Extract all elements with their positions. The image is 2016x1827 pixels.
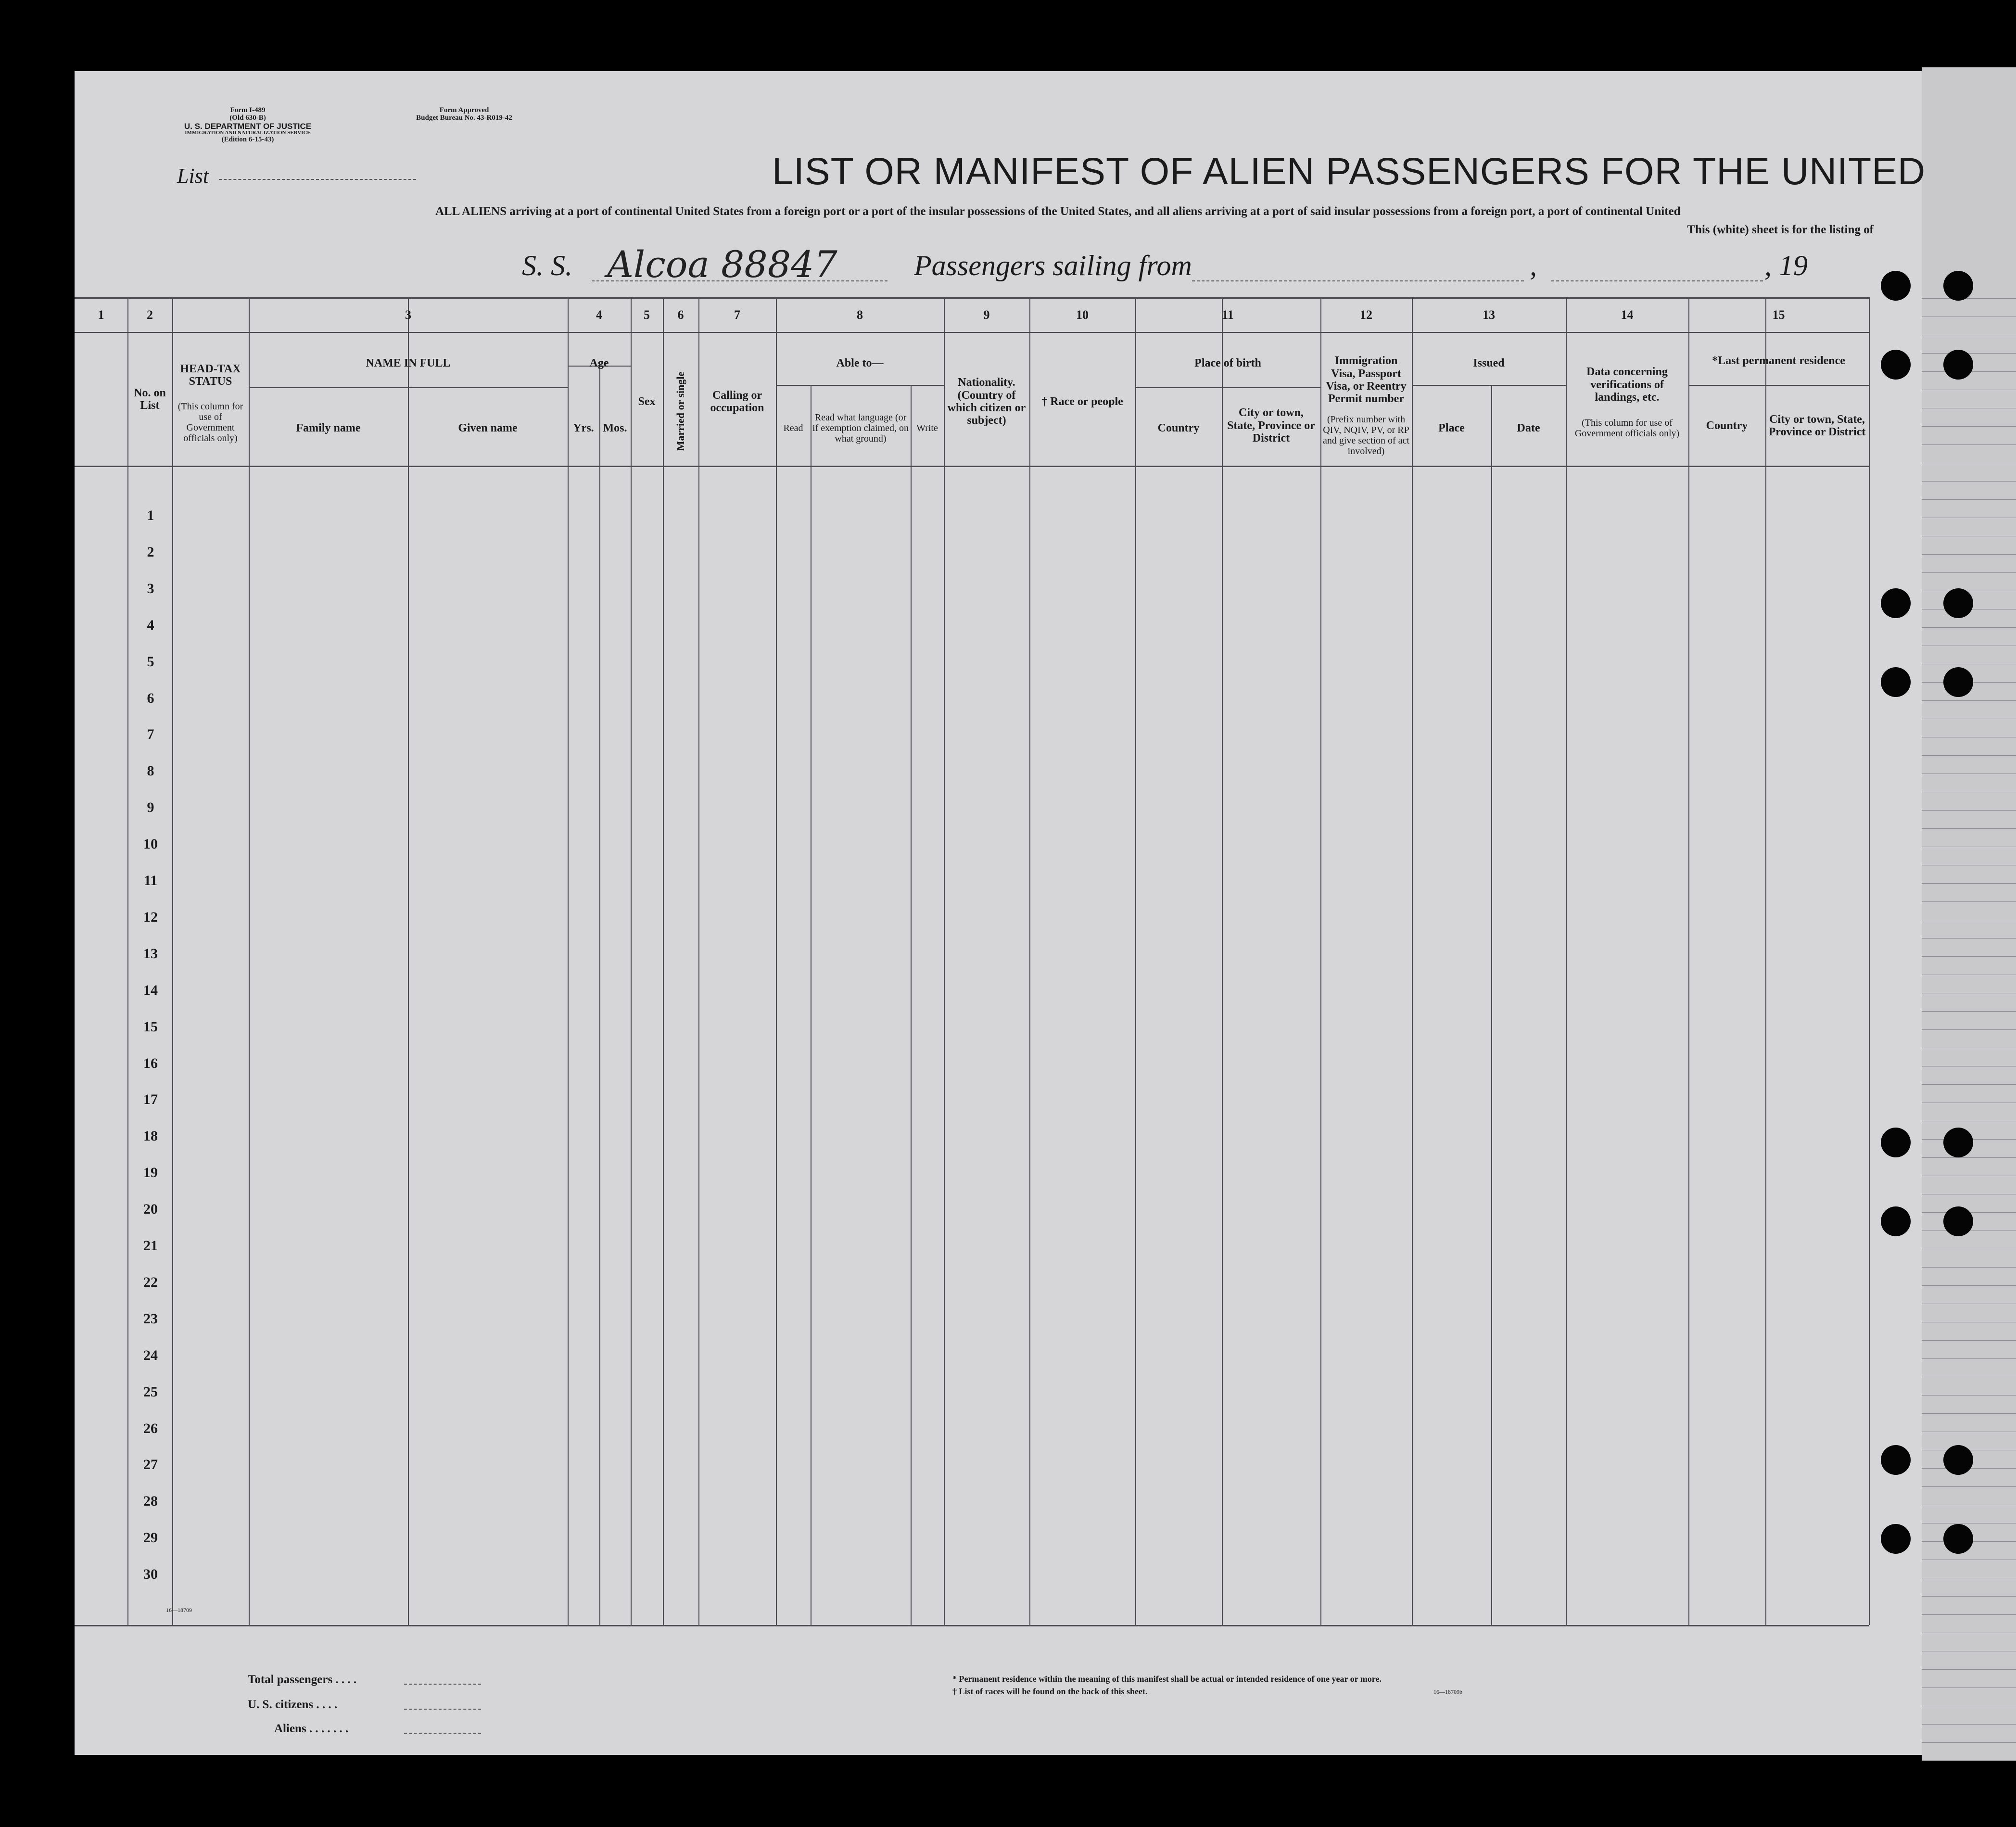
table-row[interactable]: [172, 754, 1869, 791]
table-row[interactable]: [172, 499, 1869, 535]
row-number: 7: [147, 726, 154, 742]
total-passengers-field[interactable]: [404, 1684, 481, 1685]
subtitle-continued: This (white) sheet is for the listing of: [1687, 223, 1874, 236]
table-top-rule: [75, 297, 1869, 299]
edge-rule-line: [1922, 901, 2016, 902]
subheader-rule: [1135, 387, 1320, 388]
header-read: Read: [783, 423, 803, 433]
header-given-name: Given name: [458, 421, 518, 434]
table-row[interactable]: [172, 1010, 1869, 1047]
table-row[interactable]: [172, 1266, 1869, 1302]
header-birth-city: City or town, State, Province or District: [1227, 406, 1315, 445]
row-number: 21: [143, 1238, 158, 1254]
edge-rule-line: [1922, 1724, 2016, 1725]
row-number: 26: [143, 1421, 158, 1436]
header-name-in-full: NAME IN FULL: [366, 356, 451, 369]
table-row[interactable]: [172, 901, 1869, 937]
table-row[interactable]: [172, 937, 1869, 974]
punch-hole: [1943, 588, 1973, 618]
list-label: List: [177, 164, 209, 188]
punch-hole: [1943, 1445, 1973, 1475]
year-label: , 19: [1764, 250, 1808, 281]
edge-rule-line: [1922, 481, 2016, 482]
page-title: LIST OR MANIFEST OF ALIEN PASSENGERS FOR THE UNITED: [772, 150, 1926, 192]
table-row[interactable]: [172, 609, 1869, 645]
edge-rule-line: [1922, 572, 2016, 573]
edge-rule-line: [1922, 755, 2016, 756]
column-number: 4: [596, 308, 602, 322]
table-row[interactable]: [172, 1339, 1869, 1375]
punch-hole: [1881, 350, 1911, 380]
column-number: 12: [1360, 308, 1372, 322]
punch-hole: [1881, 1206, 1911, 1236]
header-no-on-list: No. on List: [134, 386, 166, 412]
edge-rule-line: [1922, 1687, 2016, 1688]
table-row[interactable]: [172, 572, 1869, 609]
edge-rule-line: [1922, 938, 2016, 939]
races-footnote: † List of races will be found on the back of this sheet.: [952, 1687, 1148, 1696]
budget-bureau: Budget Bureau No. 43-R019-42: [416, 114, 512, 122]
row-number: 9: [147, 799, 154, 815]
column-number: 11: [1222, 308, 1234, 322]
row-number: 24: [143, 1347, 158, 1363]
edge-rule-line: [1922, 1413, 2016, 1414]
header-race: † Race or people: [1041, 395, 1123, 408]
edge-rule-line: [1922, 1614, 2016, 1615]
edge-rule-line: [1922, 627, 2016, 628]
row-number: 4: [147, 617, 154, 633]
header-family-name: Family name: [296, 421, 361, 434]
handwritten-ship-name[interactable]: Alcoa 88847: [607, 243, 837, 286]
punch-hole: [1881, 588, 1911, 618]
subheader-rule: [776, 385, 944, 386]
header-bottom-rule: [75, 466, 1869, 467]
header-read-language: Read what language (or if exemption claimed, on what ground): [812, 412, 909, 444]
header-birth-country: Country: [1157, 421, 1200, 434]
row-number: 8: [147, 763, 154, 779]
ss-label: S. S.: [522, 250, 572, 281]
header-age: Age: [589, 356, 609, 369]
edge-rule-line: [1922, 1486, 2016, 1487]
residence-footnote: * Permanent residence within the meaning of this manifest shall be actual or intended residence of one year or more.: [952, 1674, 1382, 1684]
table-row[interactable]: [172, 1193, 1869, 1229]
row-number: 18: [143, 1128, 158, 1144]
row-number: 19: [143, 1165, 158, 1180]
table-row[interactable]: [172, 827, 1869, 864]
edge-rule-line: [1922, 1596, 2016, 1597]
column-line: [1869, 297, 1870, 1625]
row-number: 3: [147, 581, 154, 596]
header-head-tax: HEAD-TAX STATUS: [180, 362, 241, 388]
us-citizens-field[interactable]: [404, 1709, 481, 1710]
edge-rule-line: [1922, 1742, 2016, 1743]
table-row[interactable]: [172, 1083, 1869, 1119]
edge-rule-line: [1922, 828, 2016, 829]
row-number: 2: [147, 544, 154, 560]
next-page-edge: [1922, 67, 2016, 1761]
edge-rule-line: [1922, 810, 2016, 811]
row-number: 10: [143, 836, 158, 852]
edge-rule-line: [1922, 1084, 2016, 1085]
row-number: 15: [143, 1019, 158, 1035]
table-row[interactable]: [172, 1521, 1869, 1558]
punch-hole: [1943, 1128, 1973, 1157]
passengers-sailing-label: Passengers sailing from: [914, 250, 1192, 281]
row-number: 22: [143, 1274, 158, 1290]
table-row[interactable]: [172, 864, 1869, 901]
header-place-of-birth: Place of birth: [1194, 356, 1261, 369]
header-data-note: (This column for use of Government officials only): [1574, 418, 1680, 439]
column-number: 2: [147, 308, 153, 322]
column-number: 8: [857, 308, 863, 322]
table-row[interactable]: [172, 974, 1869, 1010]
table-row[interactable]: [172, 535, 1869, 572]
edge-rule-line: [1922, 1011, 2016, 1012]
edge-rule-line: [1922, 883, 2016, 884]
edge-rule-line: [1922, 1669, 2016, 1670]
row-number: 6: [147, 690, 154, 706]
edge-rule-line: [1922, 353, 2016, 354]
header-married-or-single: Married or single: [674, 371, 686, 451]
row-number: 30: [143, 1566, 158, 1582]
table-row[interactable]: [172, 718, 1869, 754]
form-code-table: 16—18709: [166, 1607, 192, 1613]
column-number-rule: [75, 332, 1869, 333]
row-number: 23: [143, 1311, 158, 1327]
table-bottom-rule: [75, 1625, 1869, 1626]
edition-date: (Edition 6-15-43): [221, 135, 274, 143]
table-row[interactable]: [172, 682, 1869, 718]
header-residence-country: Country: [1706, 419, 1748, 432]
row-number: 27: [143, 1457, 158, 1472]
table-row[interactable]: [172, 1156, 1869, 1193]
punch-hole: [1881, 667, 1911, 697]
total-passengers-label: Total passengers . . . .: [248, 1673, 357, 1686]
punch-hole: [1943, 1206, 1973, 1236]
subheader-rule: [1688, 385, 1869, 386]
table-row[interactable]: [172, 1119, 1869, 1156]
punch-hole: [1881, 1128, 1911, 1157]
edge-rule-line: [1922, 426, 2016, 427]
edge-rule-line: [1922, 1395, 2016, 1396]
header-issued-date: Date: [1517, 421, 1540, 434]
punch-hole: [1881, 271, 1911, 301]
list-number-blank[interactable]: [219, 179, 416, 180]
form-number: Form I-489: [230, 106, 266, 114]
table-row[interactable]: [172, 1047, 1869, 1083]
us-citizens-label: U. S. citizens . . . .: [248, 1698, 338, 1711]
punch-hole: [1881, 1445, 1911, 1475]
column-number: 13: [1483, 308, 1495, 322]
row-number: 5: [147, 654, 154, 670]
row-number: 14: [143, 982, 158, 998]
edge-rule-line: [1922, 554, 2016, 555]
header-visa-number: Immigration Visa, Passport Visa, or Reentry Permit number: [1326, 355, 1407, 406]
row-number: 17: [143, 1091, 158, 1107]
punch-hole: [1943, 667, 1973, 697]
row-number: 16: [143, 1055, 158, 1071]
old-form-number: (Old 630-B): [229, 114, 266, 122]
form-code-footer: 16—18709b: [1433, 1688, 1462, 1695]
department-name: U. S. DEPARTMENT OF JUSTICE: [184, 121, 312, 131]
edge-rule-line: [1922, 1157, 2016, 1158]
column-number: 10: [1076, 308, 1089, 322]
edge-rule-line: [1922, 499, 2016, 500]
punch-hole: [1943, 271, 1973, 301]
subheader-rule: [1412, 385, 1566, 386]
row-number: 11: [143, 873, 158, 888]
date-blank[interactable]: [1551, 280, 1763, 281]
punch-hole: [1943, 1524, 1973, 1554]
column-number: 9: [983, 308, 990, 322]
header-issued: Issued: [1473, 356, 1505, 369]
edge-rule-line: [1922, 1340, 2016, 1341]
edge-rule-line: [1922, 444, 2016, 445]
header-years: Yrs.: [573, 421, 594, 434]
row-number: 13: [143, 946, 158, 962]
header-sex: Sex: [638, 395, 656, 408]
edge-rule-line: [1922, 1285, 2016, 1286]
table-row[interactable]: [172, 645, 1869, 682]
header-issued-place: Place: [1438, 421, 1465, 434]
column-number: 14: [1621, 308, 1634, 322]
row-number: 1: [147, 508, 154, 523]
table-row[interactable]: [172, 1375, 1869, 1412]
row-number: 20: [143, 1201, 158, 1217]
table-row[interactable]: [172, 1558, 1869, 1594]
table-row[interactable]: [172, 1229, 1869, 1266]
table-row[interactable]: [172, 1412, 1869, 1448]
ship-name-blank: [592, 280, 888, 281]
header-visa-note: (Prefix number with QIV, NQIV, PV, or RP and give section of act involved): [1323, 414, 1409, 457]
column-number: 7: [734, 308, 740, 322]
edge-rule-line: [1922, 956, 2016, 957]
edge-rule-line: [1922, 1358, 2016, 1359]
punch-hole: [1943, 350, 1973, 380]
aliens-label: Aliens . . . . . . .: [274, 1722, 349, 1735]
header-last-residence: *Last permanent residence: [1712, 354, 1845, 367]
row-number: 28: [143, 1493, 158, 1509]
form-approved: Form Approved: [439, 106, 489, 114]
column-number: 5: [644, 308, 650, 322]
comma: ,: [1530, 250, 1537, 281]
edge-rule-line: [1922, 700, 2016, 701]
header-calling: Calling or occupation: [710, 389, 764, 414]
edge-rule-line: [1922, 1267, 2016, 1268]
punch-hole: [1881, 1524, 1911, 1554]
port-blank[interactable]: [1192, 280, 1524, 281]
edge-rule-line: [1922, 1029, 2016, 1030]
column-number: 15: [1772, 308, 1785, 322]
column-number: 6: [677, 308, 684, 322]
approval-block: [385, 107, 544, 122]
table-row[interactable]: [172, 791, 1869, 827]
row-number: 12: [143, 909, 158, 925]
header-able-to: Able to—: [836, 356, 884, 369]
aliens-field[interactable]: [404, 1733, 481, 1734]
header-write: Write: [916, 423, 938, 433]
table-row[interactable]: [172, 1484, 1869, 1521]
table-row[interactable]: [172, 1302, 1869, 1339]
service-name: IMMIGRATION AND NATURALIZATION SERVICE: [185, 130, 311, 136]
header-nationality: Nationality. (Country of which citizen or subject): [947, 376, 1026, 427]
row-number: 25: [143, 1384, 158, 1400]
header-residence-city: City or town, State, Province or District: [1768, 413, 1866, 438]
header-head-tax-note: (This column for use of Government officials only): [178, 401, 243, 444]
column-number: 1: [98, 308, 104, 322]
table-row[interactable]: [172, 1448, 1869, 1484]
subheader-rule: [249, 387, 568, 388]
subtitle: ALL ALIENS arriving at a port of continental United States from a foreign port or a port of the insular possessions of the United States, and all aliens arriving at a port of said insular possessions from a foreign port, a port of continental United: [435, 205, 1681, 218]
row-number: 29: [143, 1530, 158, 1546]
form-header-block: [159, 107, 337, 144]
column-number: 3: [405, 308, 411, 322]
header-data-concerning: Data concerning verifications of landings, etc.: [1586, 366, 1668, 404]
edge-rule-line: [1922, 298, 2016, 299]
header-months: Mos.: [603, 421, 627, 434]
